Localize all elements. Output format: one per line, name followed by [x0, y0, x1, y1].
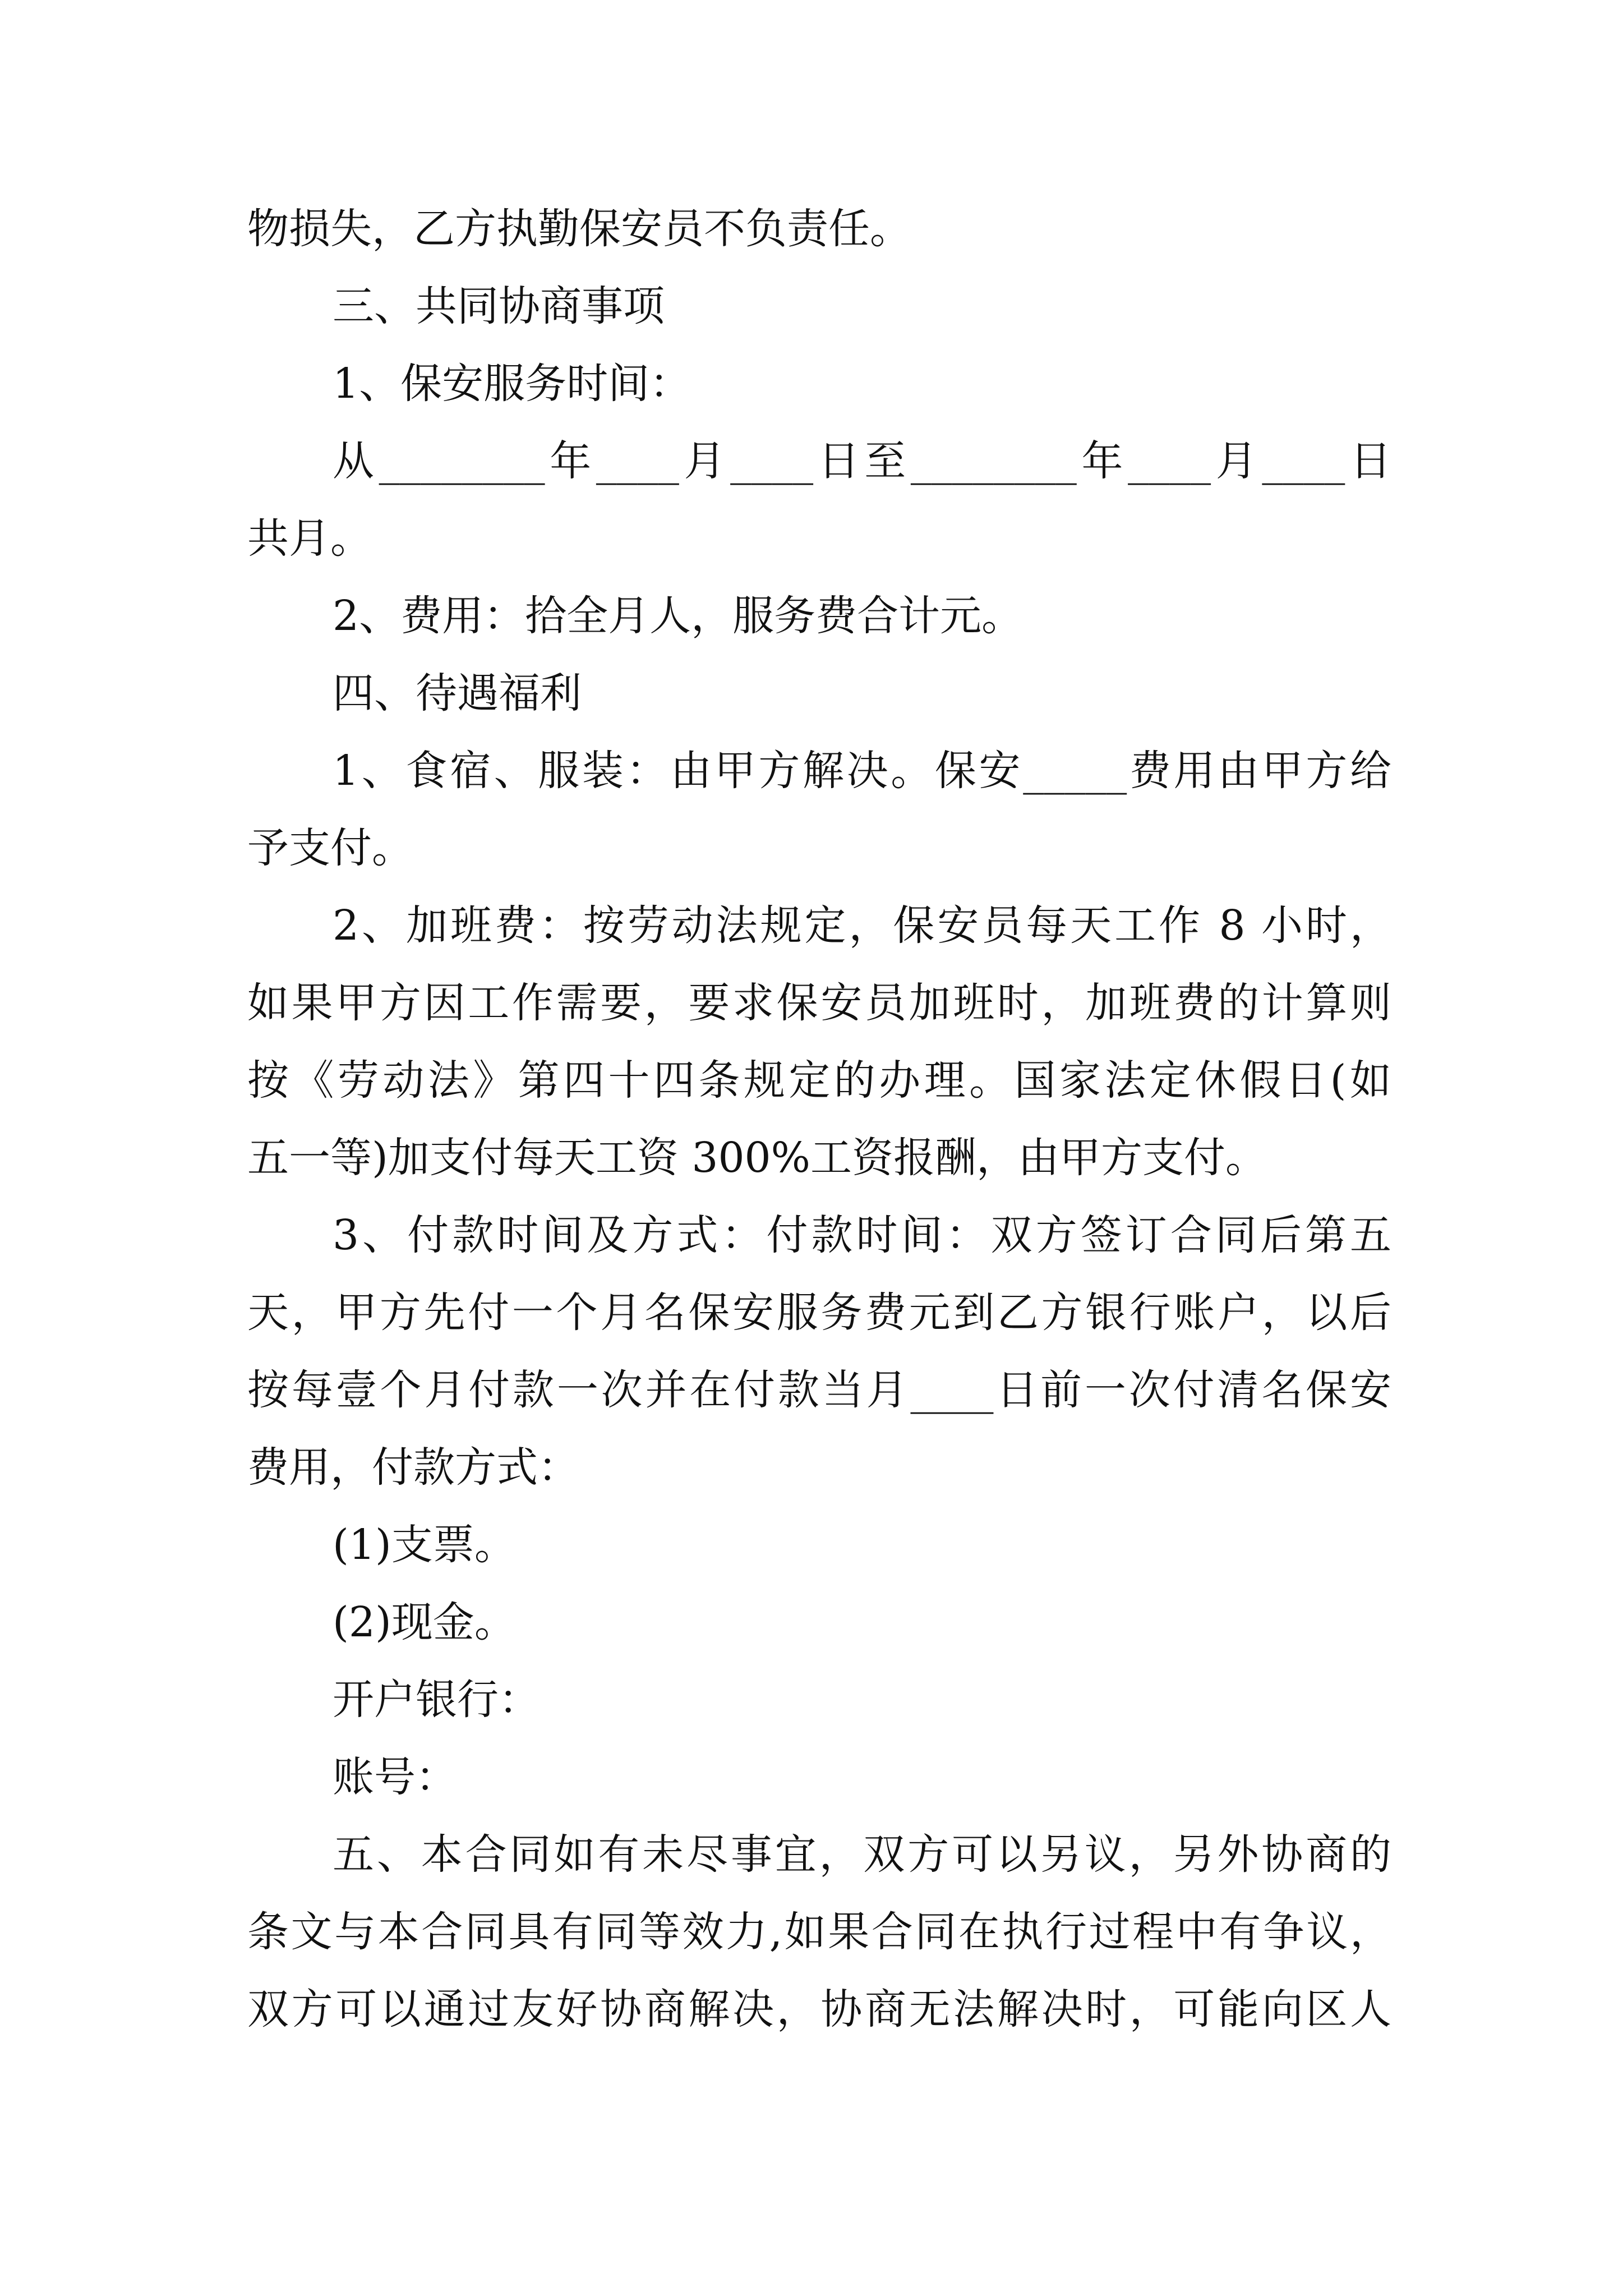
text-line: 1、保安服务时间：: [333, 360, 691, 408]
text-line: 五、本合同如有未尽事宜，双方可以另议，另外协商的: [333, 1830, 1391, 1879]
text-line: 2、加班费：按劳动法规定，保安员每天工作 8 小时，: [333, 901, 1391, 950]
text-line: 物损失，乙方执勤保安员不负责任。: [247, 205, 911, 253]
text-line: 3、付款时间及方式：付款时间：双方签订合同后第五: [333, 1211, 1391, 1259]
text-line: 按《劳动法》第四十四条规定的办理。国家法定休假日(如: [247, 1056, 1391, 1105]
text-line: 天，甲方先付一个月名保安服务费元到乙方银行账户，以后: [247, 1289, 1391, 1337]
text-line: 1、食宿、服装：由甲方解决。保安_____费用由甲方给: [333, 747, 1391, 795]
text-line: 开户银行：: [333, 1676, 540, 1724]
text-line: 条文与本合同具有同等效力,如果合同在执行过程中有争议，: [247, 1908, 1391, 1956]
text-line: 予支付。: [247, 824, 413, 872]
text-line: 账号：: [333, 1753, 457, 1801]
list-item: (2)现金。: [333, 1598, 516, 1646]
text-line: 费用，付款方式：: [247, 1443, 579, 1492]
text-line: 如果甲方因工作需要，要求保安员加班时，加班费的计算则: [247, 979, 1391, 1027]
section-heading: 三、共同协商事项: [333, 282, 665, 330]
text-line: 双方可以通过友好协商解决，协商无法解决时，可能向区人: [247, 1985, 1391, 2033]
section-heading: 四、待遇福利: [333, 669, 582, 717]
text-line: 从________年____月____日至________年____月____日: [333, 437, 1391, 485]
text-line: 共月。: [247, 514, 372, 563]
text-line: 按每壹个月付款一次并在付款当月____日前一次付清名保安: [247, 1366, 1391, 1414]
list-item: (1)支票。: [333, 1521, 516, 1569]
text-line: 五一等)加支付每天工资 300%工资报酬，由甲方支付。: [247, 1134, 1267, 1182]
text-line: 2、费用：拾全月人，服务费合计元。: [333, 592, 1023, 640]
